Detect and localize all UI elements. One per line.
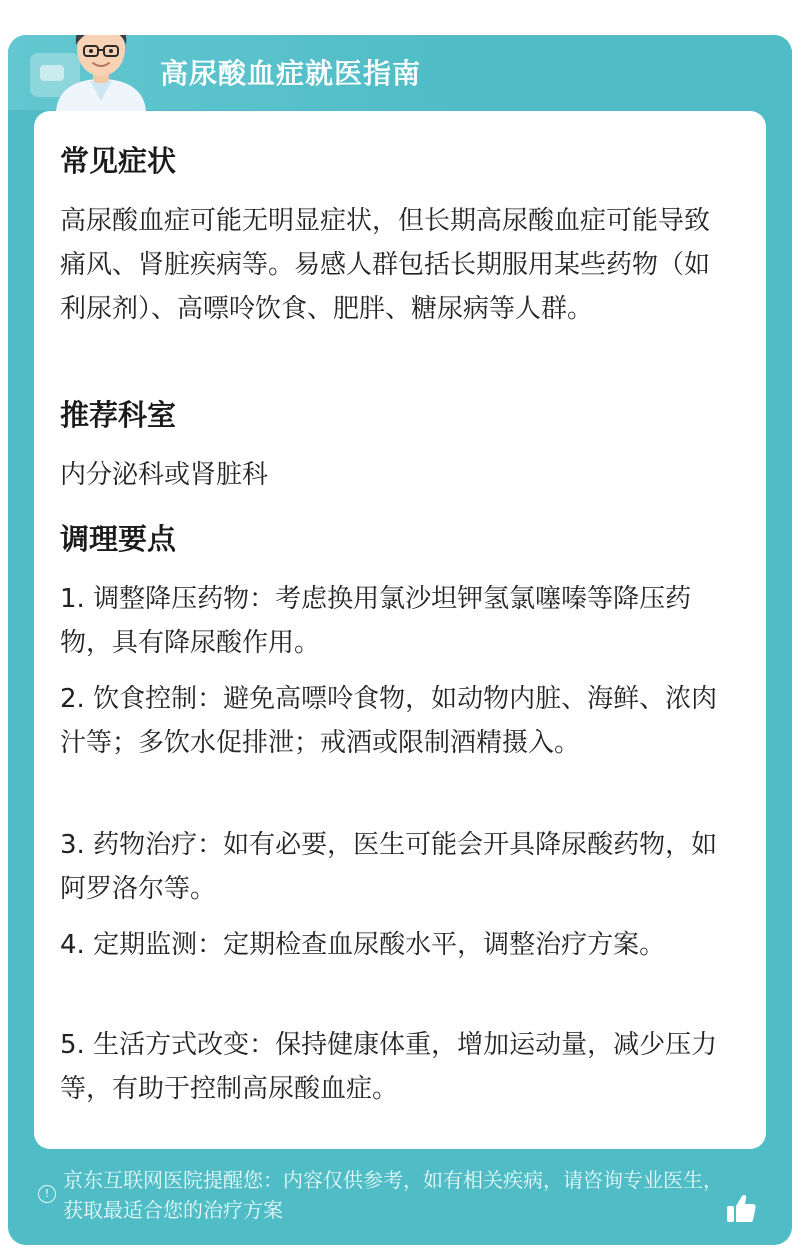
info-icon: ! — [38, 1185, 56, 1203]
footer — [8, 1155, 792, 1245]
guide-panel — [8, 35, 792, 1245]
symptoms-heading: 常见症状 — [60, 144, 177, 178]
care-item: 1. 调整降压药物：考虑换用氯沙坦钾氢氯噻嗪等降压药物，具有降尿酸作用。 — [60, 584, 692, 658]
thumbs-up-icon[interactable] — [724, 1191, 758, 1225]
care-item: 4. 定期监测：定期检查血尿酸水平，调整治疗方案。 — [60, 930, 666, 960]
symptoms-text: 高尿酸血症可能无明显症状，但长期高尿酸血症可能导致痛风、肾脏疾病等。易感人群包括长期服用某些药物（如利尿剂）、高嘌呤饮食、肥胖、糖尿病等人群。 — [60, 206, 711, 324]
disclaimer-text: 京东互联网医院提醒您：内容仅供参考，如有相关疾病，请咨询专业医生，获取最适合您的治疗方案 — [63, 1168, 723, 1222]
care-heading: 调理要点 — [60, 522, 177, 556]
care-item: 5. 生活方式改变：保持健康体重，增加运动量，减少压力等，有助于控制高尿酸血症。 — [60, 1030, 718, 1104]
care-item: 3. 药物治疗：如有必要，医生可能会开具降尿酸药物，如阿罗洛尔等。 — [60, 830, 718, 904]
department-heading: 推荐科室 — [60, 398, 177, 432]
care-item: 2. 饮食控制：避免高嘌呤食物，如动物内脏、海鲜、浓肉汁等；多饮水促排泄；戒酒或限制酒精摄入。 — [60, 684, 718, 758]
doctor-avatar-icon — [46, 35, 156, 111]
content-card — [34, 111, 766, 1149]
department-text: 内分泌科或肾脏科 — [60, 460, 269, 490]
page-title: 高尿酸血症就医指南 — [160, 57, 422, 90]
